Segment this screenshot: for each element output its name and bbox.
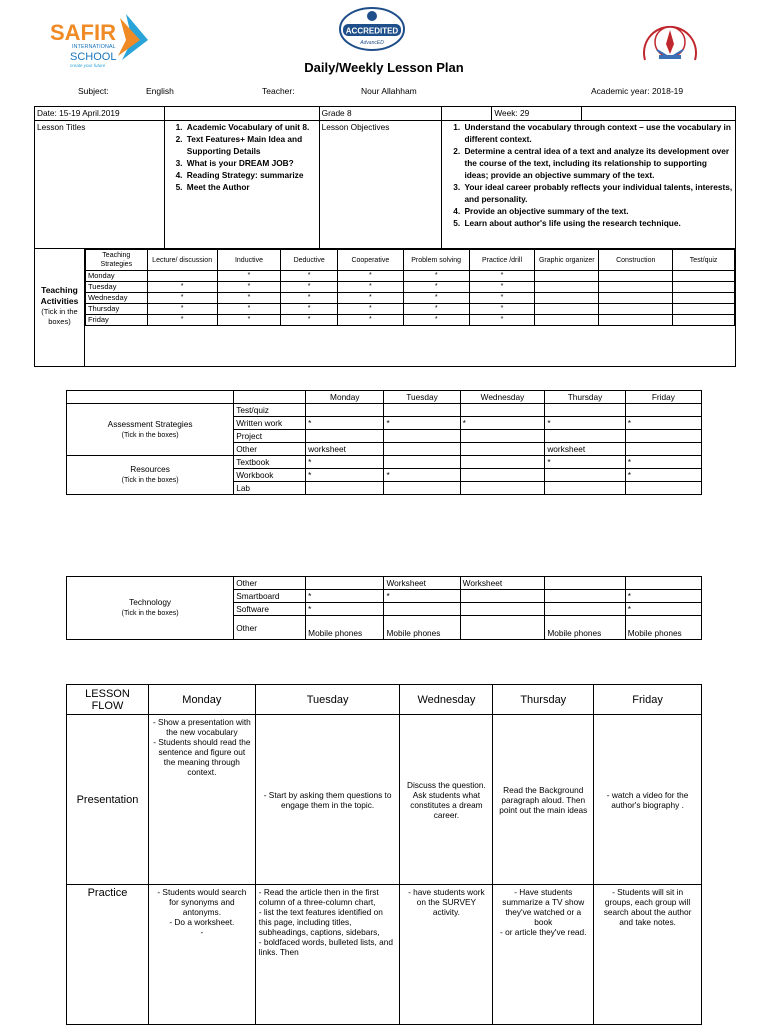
technology-cell: Worksheet bbox=[460, 577, 545, 590]
assessment-cell bbox=[384, 404, 460, 417]
resources-cell: * bbox=[625, 469, 701, 482]
lesson-objectives-label: Lesson Objectives bbox=[319, 121, 442, 249]
day-header: Tuesday bbox=[255, 685, 400, 715]
technology-cell: * bbox=[625, 603, 701, 616]
assessment-cell bbox=[306, 404, 384, 417]
tick-cell bbox=[599, 315, 673, 326]
tick-cell: * bbox=[337, 271, 403, 282]
lesson-title-item: 5. Meet the Author bbox=[185, 181, 317, 193]
day-label: Friday bbox=[85, 315, 147, 326]
strategy-header: Cooperative bbox=[337, 250, 403, 271]
tick-cell bbox=[673, 304, 735, 315]
tick-cell bbox=[673, 271, 735, 282]
tick-cell: * bbox=[403, 304, 469, 315]
resources-label: Resources bbox=[130, 464, 170, 474]
tick-cell: * bbox=[469, 282, 535, 293]
day-label: Monday bbox=[85, 271, 147, 282]
tick-cell: * bbox=[469, 315, 535, 326]
lesson-plan-table bbox=[34, 106, 736, 367]
strategy-row bbox=[85, 315, 734, 326]
technology-cell: Mobile phones bbox=[545, 616, 625, 640]
resources-cell: * bbox=[545, 456, 625, 469]
presentation-wednesday: Discuss the question. Ask students what constitutes a dream career. bbox=[400, 715, 493, 885]
day-label: Tuesday bbox=[85, 282, 147, 293]
lesson-title-item: 2. Text Features+ Main Idea and Supporting Details bbox=[185, 133, 317, 157]
svg-text:INTERNATIONAL: INTERNATIONAL bbox=[72, 44, 116, 50]
assessment-body bbox=[67, 404, 702, 456]
subject-value: English bbox=[146, 86, 174, 96]
assessment-cell: * bbox=[306, 417, 384, 430]
tick-cell: * bbox=[281, 271, 338, 282]
tick-cell bbox=[599, 282, 673, 293]
date-cell: Date: 15-19 April.2019 bbox=[35, 107, 165, 121]
tick-cell: * bbox=[281, 293, 338, 304]
assessment-label: Assessment Strategies bbox=[107, 418, 193, 429]
tick-cell: * bbox=[281, 282, 338, 293]
strategy-header: Lecture/ discussion bbox=[147, 250, 217, 271]
assessment-item: Written work bbox=[234, 417, 306, 430]
day-header: Monday bbox=[306, 391, 384, 404]
strategy-header: Inductive bbox=[217, 250, 281, 271]
technology-row bbox=[67, 577, 702, 590]
technology-cell bbox=[384, 603, 460, 616]
practice-wednesday: - have students work on the SURVEY activity. bbox=[400, 885, 493, 1025]
tick-cell bbox=[599, 271, 673, 282]
technology-cell: * bbox=[625, 590, 701, 603]
svg-text:create your future: create your future bbox=[70, 63, 106, 68]
technology-cell bbox=[545, 590, 625, 603]
meb-logo bbox=[635, 14, 705, 66]
resources-cell bbox=[625, 482, 701, 495]
presentation-monday-item: - Show a presentation with the new vocabulary bbox=[152, 717, 251, 737]
technology-cell: * bbox=[384, 590, 460, 603]
assessment-cell bbox=[460, 404, 545, 417]
resources-group bbox=[67, 456, 234, 495]
strategies-header-row bbox=[85, 250, 734, 271]
tick-cell: * bbox=[337, 304, 403, 315]
assessment-cell bbox=[384, 430, 460, 443]
tick-cell: * bbox=[469, 304, 535, 315]
tick-cell: * bbox=[469, 271, 535, 282]
practice-tuesday bbox=[255, 885, 400, 1025]
day-label: Wednesday bbox=[85, 293, 147, 304]
strategy-header: Construction bbox=[599, 250, 673, 271]
practice-thursday-item: - or article they've read. bbox=[500, 927, 587, 937]
strategies-body bbox=[85, 271, 734, 326]
lesson-titles bbox=[164, 121, 319, 249]
strategy-row bbox=[85, 304, 734, 315]
strategy-header: Practice /drill bbox=[469, 250, 535, 271]
assessment-cell bbox=[545, 404, 625, 417]
tick-cell: * bbox=[217, 293, 281, 304]
practice-friday: - Students will sit in groups, each group will search about the author and take notes. bbox=[594, 885, 702, 1025]
resources-cell bbox=[460, 469, 545, 482]
resources-cell bbox=[306, 482, 384, 495]
technology-item: Smartboard bbox=[234, 590, 306, 603]
strategy-row bbox=[85, 293, 734, 304]
tick-cell: * bbox=[403, 315, 469, 326]
lesson-flow-label: LESSON FLOW bbox=[67, 685, 149, 715]
academic-year: Academic year: 2018-19 bbox=[591, 86, 684, 96]
assessment-cell: worksheet bbox=[545, 443, 625, 456]
tick-cell bbox=[535, 293, 599, 304]
blank-cell bbox=[442, 107, 492, 121]
teaching-strategies-table bbox=[85, 249, 735, 326]
day-header: Thursday bbox=[545, 391, 625, 404]
technology-cell bbox=[545, 577, 625, 590]
tick-cell bbox=[673, 282, 735, 293]
technology-body bbox=[67, 577, 702, 640]
tick-cell: * bbox=[337, 293, 403, 304]
technology-group bbox=[67, 577, 234, 640]
tick-cell: * bbox=[403, 271, 469, 282]
tick-cell: * bbox=[403, 293, 469, 304]
practice-label: Practice bbox=[67, 885, 149, 1025]
safir-name: SAFIR bbox=[50, 20, 116, 45]
tick-cell: * bbox=[281, 304, 338, 315]
tick-cell: * bbox=[147, 293, 217, 304]
practice-monday bbox=[148, 885, 255, 1025]
tick-cell: * bbox=[337, 315, 403, 326]
strategy-header: Deductive bbox=[281, 250, 338, 271]
resources-cell bbox=[384, 482, 460, 495]
presentation-label: Presentation bbox=[67, 715, 149, 885]
technology-cell bbox=[460, 590, 545, 603]
practice-monday-item: - Do a worksheet. bbox=[169, 917, 235, 927]
tick-note: (Tick in the boxes) bbox=[121, 610, 179, 617]
assessment-cell: worksheet bbox=[306, 443, 384, 456]
day-header: Wednesday bbox=[400, 685, 493, 715]
presentation-tuesday: - Start by asking them questions to engage them in the topic. bbox=[255, 715, 400, 885]
assessment-cell bbox=[625, 443, 701, 456]
presentation-friday: - watch a video for the author's biography . bbox=[594, 715, 702, 885]
day-header: Thursday bbox=[493, 685, 594, 715]
practice-tuesday-item: - list the text features identified on this page, including titles, subheadings, captions, sidebars, bbox=[258, 907, 383, 937]
presentation-thursday: Read the Background paragraph aloud. Then point out the main ideas bbox=[493, 715, 594, 885]
strategy-header: Test/quiz bbox=[673, 250, 735, 271]
tick-cell: * bbox=[147, 282, 217, 293]
assessment-cell bbox=[545, 430, 625, 443]
technology-cell: * bbox=[306, 590, 384, 603]
subject-label: Subject: bbox=[78, 86, 109, 96]
presentation-monday bbox=[148, 715, 255, 885]
technology-cell: Worksheet bbox=[384, 577, 460, 590]
day-label: Thursday bbox=[85, 304, 147, 315]
presentation-monday-item: - Students should read the sentence and figure out the meaning through context. bbox=[153, 737, 251, 777]
assessment-cell: * bbox=[545, 417, 625, 430]
technology-item: Software bbox=[234, 603, 306, 616]
assessment-cell bbox=[384, 443, 460, 456]
strategy-row bbox=[85, 282, 734, 293]
practice-monday-item: - bbox=[200, 927, 204, 937]
practice-thursday-item: - Have students summarize a TV show they've watched or a book bbox=[502, 887, 585, 927]
tick-cell bbox=[535, 304, 599, 315]
tick-cell bbox=[673, 315, 735, 326]
tick-cell: * bbox=[337, 282, 403, 293]
teaching-strategies-label: Teaching Strategies bbox=[85, 250, 147, 271]
tick-cell: * bbox=[217, 304, 281, 315]
assessment-item: Project bbox=[234, 430, 306, 443]
week-cell: Week: 29 bbox=[492, 107, 582, 121]
page-title: Daily/Weekly Lesson Plan bbox=[304, 60, 464, 75]
objective-item: 1. Understand the vocabulary through context – use the vocabulary in different context. bbox=[462, 121, 733, 145]
blank-cell bbox=[164, 107, 319, 121]
resources-cell bbox=[545, 482, 625, 495]
resources-cell: * bbox=[306, 469, 384, 482]
assessment-cell bbox=[460, 430, 545, 443]
tick-cell: * bbox=[147, 315, 217, 326]
strategy-row bbox=[85, 271, 734, 282]
technology-cell bbox=[460, 616, 545, 640]
technology-item: Other bbox=[234, 577, 306, 590]
tick-note: (Tick in the boxes) bbox=[41, 307, 78, 326]
svg-text:ACCREDITED: ACCREDITED bbox=[345, 26, 399, 36]
day-header: Wednesday bbox=[460, 391, 545, 404]
strategy-header: Graphic organizer bbox=[535, 250, 599, 271]
technology-cell bbox=[460, 603, 545, 616]
technology-table bbox=[66, 576, 702, 640]
resources-item: Lab bbox=[234, 482, 306, 495]
assessment-cell: * bbox=[625, 417, 701, 430]
resources-item: Workbook bbox=[234, 469, 306, 482]
lesson-titles-label: Lesson Titles bbox=[35, 121, 165, 249]
blank-cell bbox=[582, 107, 736, 121]
tick-cell bbox=[147, 271, 217, 282]
resources-cell: * bbox=[384, 469, 460, 482]
resources-item: Textbook bbox=[234, 456, 306, 469]
teaching-strategies-cell bbox=[84, 249, 735, 367]
lesson-title-item: 1. Academic Vocabulary of unit 8. bbox=[185, 121, 317, 133]
blank-cell bbox=[67, 391, 234, 404]
tick-cell bbox=[673, 293, 735, 304]
lesson-title-item: 4. Reading Strategy: summarize bbox=[185, 169, 317, 181]
technology-cell: Mobile phones bbox=[625, 616, 701, 640]
tick-note: (Tick in the boxes) bbox=[121, 477, 179, 484]
assessment-cell: * bbox=[460, 417, 545, 430]
resources-cell: * bbox=[306, 456, 384, 469]
technology-cell bbox=[306, 577, 384, 590]
lesson-flow-table bbox=[66, 684, 702, 1025]
technology-cell: * bbox=[306, 603, 384, 616]
assessment-resources-table bbox=[66, 390, 702, 495]
tick-cell bbox=[535, 315, 599, 326]
objective-item: 4. Provide an objective summary of the text. bbox=[462, 205, 733, 217]
technology-label: Technology bbox=[129, 597, 172, 607]
tick-cell bbox=[599, 304, 673, 315]
assessment-item: Test/quiz bbox=[234, 404, 306, 417]
resources-body bbox=[67, 456, 702, 495]
objective-item: 3. Your ideal career probably reflects your individual talents, interests, and personality. bbox=[462, 181, 733, 205]
teaching-activities-cell bbox=[35, 249, 85, 367]
assessment-row bbox=[67, 404, 702, 417]
tick-cell: * bbox=[469, 293, 535, 304]
technology-item: Other bbox=[234, 616, 306, 640]
resources-cell bbox=[545, 469, 625, 482]
resources-cell: * bbox=[625, 456, 701, 469]
teacher-value: Nour Allahham bbox=[361, 86, 417, 96]
assessment-cell bbox=[625, 430, 701, 443]
strategy-header: Problem solving bbox=[403, 250, 469, 271]
tick-cell bbox=[535, 271, 599, 282]
resources-cell bbox=[460, 456, 545, 469]
assessment-cell bbox=[625, 404, 701, 417]
tick-cell: * bbox=[217, 282, 281, 293]
blank-cell bbox=[234, 391, 306, 404]
tick-cell: * bbox=[147, 304, 217, 315]
practice-tuesday-item: - Read the article then in the first column of a three-column chart, bbox=[258, 887, 379, 907]
practice-tuesday-item: - boldfaced words, bulleted lists, and links. Then bbox=[258, 937, 393, 957]
technology-cell bbox=[545, 603, 625, 616]
resources-cell bbox=[460, 482, 545, 495]
tick-cell: * bbox=[403, 282, 469, 293]
teacher-label: Teacher: bbox=[262, 86, 295, 96]
day-header: Tuesday bbox=[384, 391, 460, 404]
objective-item: 5. Learn about author's life using the research technique. bbox=[462, 217, 733, 229]
tick-note: (Tick in the boxes) bbox=[121, 431, 179, 439]
grade-cell: Grade 8 bbox=[319, 107, 442, 121]
practice-monday-item: - Students would search for synonyms and antonyms. bbox=[157, 887, 247, 917]
svg-text:SCHOOL: SCHOOL bbox=[70, 51, 117, 63]
accredited-badge bbox=[338, 6, 406, 52]
tick-cell: * bbox=[217, 271, 281, 282]
tick-cell bbox=[599, 293, 673, 304]
assessment-cell: * bbox=[384, 417, 460, 430]
tick-cell: * bbox=[281, 315, 338, 326]
resources-cell bbox=[384, 456, 460, 469]
practice-thursday bbox=[493, 885, 594, 1025]
teaching-activities-label: Teaching Activities bbox=[40, 285, 79, 306]
assessment-group bbox=[67, 404, 234, 456]
lesson-objectives bbox=[442, 121, 736, 249]
objective-item: 2. Determine a central idea of a text and analyze its development over the course of the text, including its relationship to supporting ideas; provide an objective summary of the text. bbox=[462, 145, 733, 181]
tick-cell: * bbox=[217, 315, 281, 326]
assessment-cell bbox=[460, 443, 545, 456]
resources-row bbox=[67, 456, 702, 469]
day-header: Friday bbox=[625, 391, 701, 404]
assessment-cell bbox=[306, 430, 384, 443]
day-header: Friday bbox=[594, 685, 702, 715]
technology-cell: Mobile phones bbox=[384, 616, 460, 640]
lesson-title-item: 3. What is your DREAM JOB? bbox=[185, 157, 317, 169]
svg-text:AdvancED: AdvancED bbox=[360, 40, 384, 46]
technology-cell bbox=[625, 577, 701, 590]
assessment-item: Other bbox=[234, 443, 306, 456]
day-header: Monday bbox=[148, 685, 255, 715]
tick-cell bbox=[535, 282, 599, 293]
technology-cell: Mobile phones bbox=[306, 616, 384, 640]
